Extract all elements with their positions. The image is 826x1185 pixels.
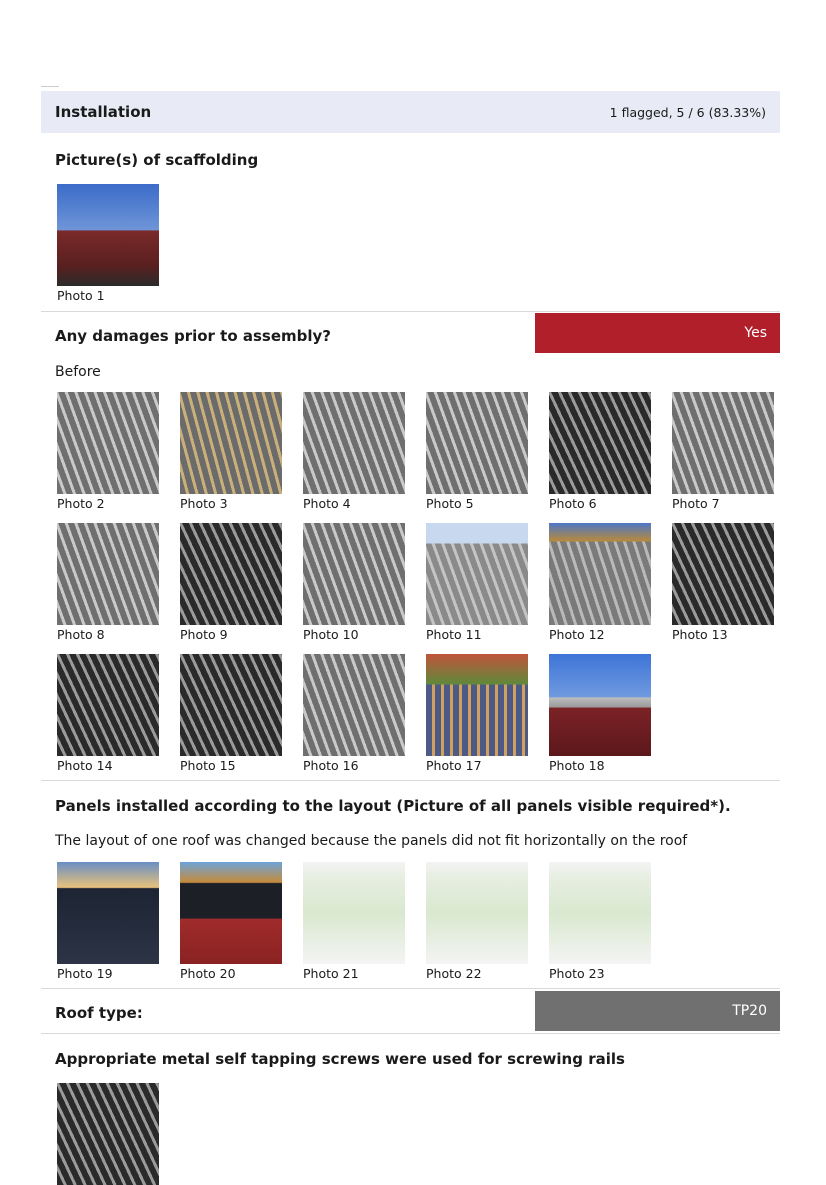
photo-thumbnail[interactable] (303, 523, 405, 625)
photo-item[interactable] (57, 392, 159, 511)
divider (41, 780, 780, 781)
photo-caption: Photo 22 (426, 966, 482, 981)
photo-item[interactable] (426, 862, 528, 981)
answer-value: Yes (744, 325, 767, 341)
photo-item[interactable] (180, 862, 282, 981)
photo-item[interactable] (303, 862, 405, 981)
photo-caption: Photo 2 (57, 496, 105, 511)
photo-item[interactable] (57, 862, 159, 981)
photo-thumbnail[interactable] (180, 654, 282, 756)
divider (41, 1033, 780, 1034)
photo-caption: Photo 6 (549, 496, 597, 511)
question-title-roof-type: Roof type: (55, 1004, 143, 1022)
photo-caption: Photo 3 (180, 496, 228, 511)
photo-thumbnail[interactable] (57, 862, 159, 964)
photo-thumbnail[interactable] (672, 523, 774, 625)
photo-item[interactable] (549, 654, 651, 773)
photo-caption: Photo 10 (303, 627, 359, 642)
photo-thumbnail[interactable] (180, 523, 282, 625)
question-title-screws: Appropriate metal self tapping screws were used for screwing rails (55, 1050, 625, 1068)
photo-item[interactable] (672, 392, 774, 511)
photo-thumbnail[interactable] (180, 392, 282, 494)
photo-item[interactable] (549, 392, 651, 511)
photo-caption: Photo 9 (180, 627, 228, 642)
photo-thumbnail[interactable] (426, 392, 528, 494)
photo-thumbnail[interactable] (57, 392, 159, 494)
photo-item[interactable] (57, 523, 159, 642)
photo-item[interactable] (303, 654, 405, 773)
photo-caption: Photo 13 (672, 627, 728, 642)
question-title-damages: Any damages prior to assembly? (55, 327, 331, 345)
page-marker (41, 86, 59, 87)
photo-caption: Photo 23 (549, 966, 605, 981)
question-title-scaffolding: Picture(s) of scaffolding (55, 151, 259, 169)
photo-caption: Photo 5 (426, 496, 474, 511)
photo-item[interactable] (426, 523, 528, 642)
photo-thumbnail[interactable] (672, 392, 774, 494)
photo-thumbnail[interactable] (549, 654, 651, 756)
photo-thumbnail[interactable] (303, 862, 405, 964)
photo-thumbnail[interactable] (549, 392, 651, 494)
photo-thumbnail[interactable] (57, 184, 159, 286)
photo-thumbnail[interactable] (549, 862, 651, 964)
photo-caption: Photo 1 (57, 288, 105, 303)
photo-item[interactable] (180, 654, 282, 773)
photo-thumbnail[interactable] (303, 654, 405, 756)
photo-caption: Photo 18 (549, 758, 605, 773)
photo-thumbnail[interactable] (426, 523, 528, 625)
photo-item[interactable] (57, 1083, 159, 1185)
photo-item[interactable] (426, 392, 528, 511)
photo-caption: Photo 17 (426, 758, 482, 773)
note-before: Before (55, 364, 101, 380)
photo-item[interactable] (426, 654, 528, 773)
photo-thumbnail[interactable] (180, 862, 282, 964)
photo-item[interactable] (57, 654, 159, 773)
photo-caption: Photo 21 (303, 966, 359, 981)
section-score: 1 flagged, 5 / 6 (83.33%) (609, 104, 766, 120)
divider (41, 988, 780, 989)
photo-thumbnail[interactable] (549, 523, 651, 625)
answer-badge-roof-type (535, 991, 780, 1031)
answer-value: TP20 (732, 1003, 767, 1019)
photo-item[interactable] (180, 392, 282, 511)
photo-caption: Photo 4 (303, 496, 351, 511)
photo-item[interactable] (549, 862, 651, 981)
photo-thumbnail[interactable] (426, 654, 528, 756)
photo-thumbnail[interactable] (303, 392, 405, 494)
photo-thumbnail[interactable] (426, 862, 528, 964)
photo-caption: Photo 15 (180, 758, 236, 773)
answer-badge-damages (535, 313, 780, 353)
section-header (41, 91, 780, 133)
photo-caption: Photo 11 (426, 627, 482, 642)
photo-thumbnail[interactable] (57, 654, 159, 756)
note-layout: The layout of one roof was changed because the panels did not fit horizontally on the roof (55, 833, 688, 849)
photo-caption: Photo 14 (57, 758, 113, 773)
photo-thumbnail[interactable] (57, 1083, 159, 1185)
question-title-panels-layout: Panels installed according to the layout (Picture of all panels visible required*). (55, 797, 731, 815)
photo-item[interactable] (549, 523, 651, 642)
photo-item[interactable] (672, 523, 774, 642)
photo-item[interactable] (303, 392, 405, 511)
section-title: Installation (55, 103, 152, 121)
photo-item[interactable] (303, 523, 405, 642)
photo-caption: Photo 19 (57, 966, 113, 981)
photo-caption: Photo 7 (672, 496, 720, 511)
photo-caption: Photo 12 (549, 627, 605, 642)
photo-item[interactable] (57, 184, 159, 303)
photo-item[interactable] (180, 523, 282, 642)
photo-thumbnail[interactable] (57, 523, 159, 625)
divider (41, 311, 780, 312)
photo-caption: Photo 16 (303, 758, 359, 773)
photo-caption: Photo 8 (57, 627, 105, 642)
photo-caption: Photo 20 (180, 966, 236, 981)
